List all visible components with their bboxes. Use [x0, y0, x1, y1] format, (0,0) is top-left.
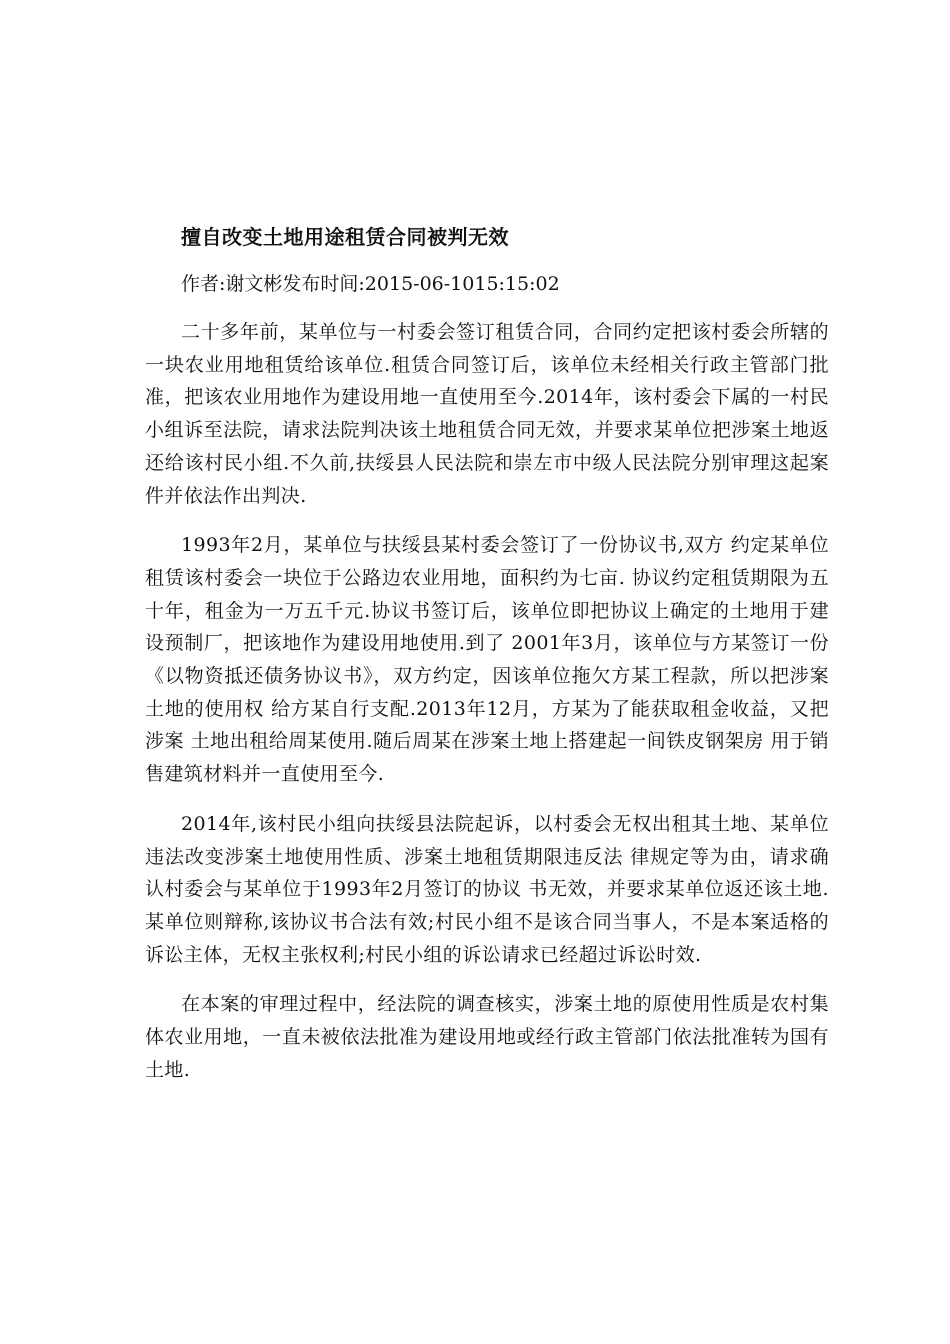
paragraph-1: 二十多年前，某单位与一村委会签订租赁合同，合同约定把该村委会所辖的一块农业用地租赁给该单位.租赁合同签订后，该单位未经相关行政主管部门批准，把该农业用地作为建设用地一直使用至今.2014年，该村委会下属的一村民小组诉至法院，请求法院判决该土地租赁合同无效，并要求某单位把涉案土地返还给该村民小组.不久前,扶绥县人民法院和崇左市中级人民法院分别审理这起案件并依法作出判决. — [145, 321, 829, 507]
paragraph-2: 1993年2月，某单位与扶绥县某村委会签订了一份协议书,双方 约定某单位租赁该村委会一块位于公路边农业用地，面积约为七亩. 协议约定租赁期限为五十年，租金为一万五千元.协议书签订后，该单位即把协议上确定的土地用于建设预制厂，把该地作为建设用地使用.到了 2001年3月，该单位与方某签订一份《以物资抵还债务协议书》，双方约定，因该单位拖欠方某工程款，所以把涉案土地的使用权 给方某自行支配.2013年12月，方某为了能获取租金收益，又把涉案 土地出租给周某使用.随后周某在涉案土地上搭建起一间铁皮钢架房 用于销售建筑材料并一直使用至今. — [145, 534, 829, 786]
paragraph-4: 在本案的审理过程中，经法院的调查核实，涉案土地的原使用性质是农村集体农业用地，一直未被依法批准为建设用地或经行政主管部门依法批准转为国有土地. — [145, 993, 829, 1081]
article-body — [145, 222, 829, 1103]
article-meta: 作者:谢文彬发布时间:2015-06-1015:15:02 — [181, 273, 560, 295]
paragraph-3: 2014年,该村民小组向扶绥县法院起诉，以村委会无权出租其土地、某单位违法改变涉案土地使用性质、涉案土地租赁期限违反法 律规定等为由，请求确认村委会与某单位于1993年2月签订的协议 书无效，并要求某单位返还该土地.某单位则辩称,该协议书合法有效;村民小组不是该合同当事人，不是本案适格的诉讼主体，无权主张权利;村民小组的诉讼请求已经超过诉讼时效. — [145, 812, 829, 966]
article-title: 擅自改变土地用途租赁合同被判无效 — [181, 225, 509, 249]
